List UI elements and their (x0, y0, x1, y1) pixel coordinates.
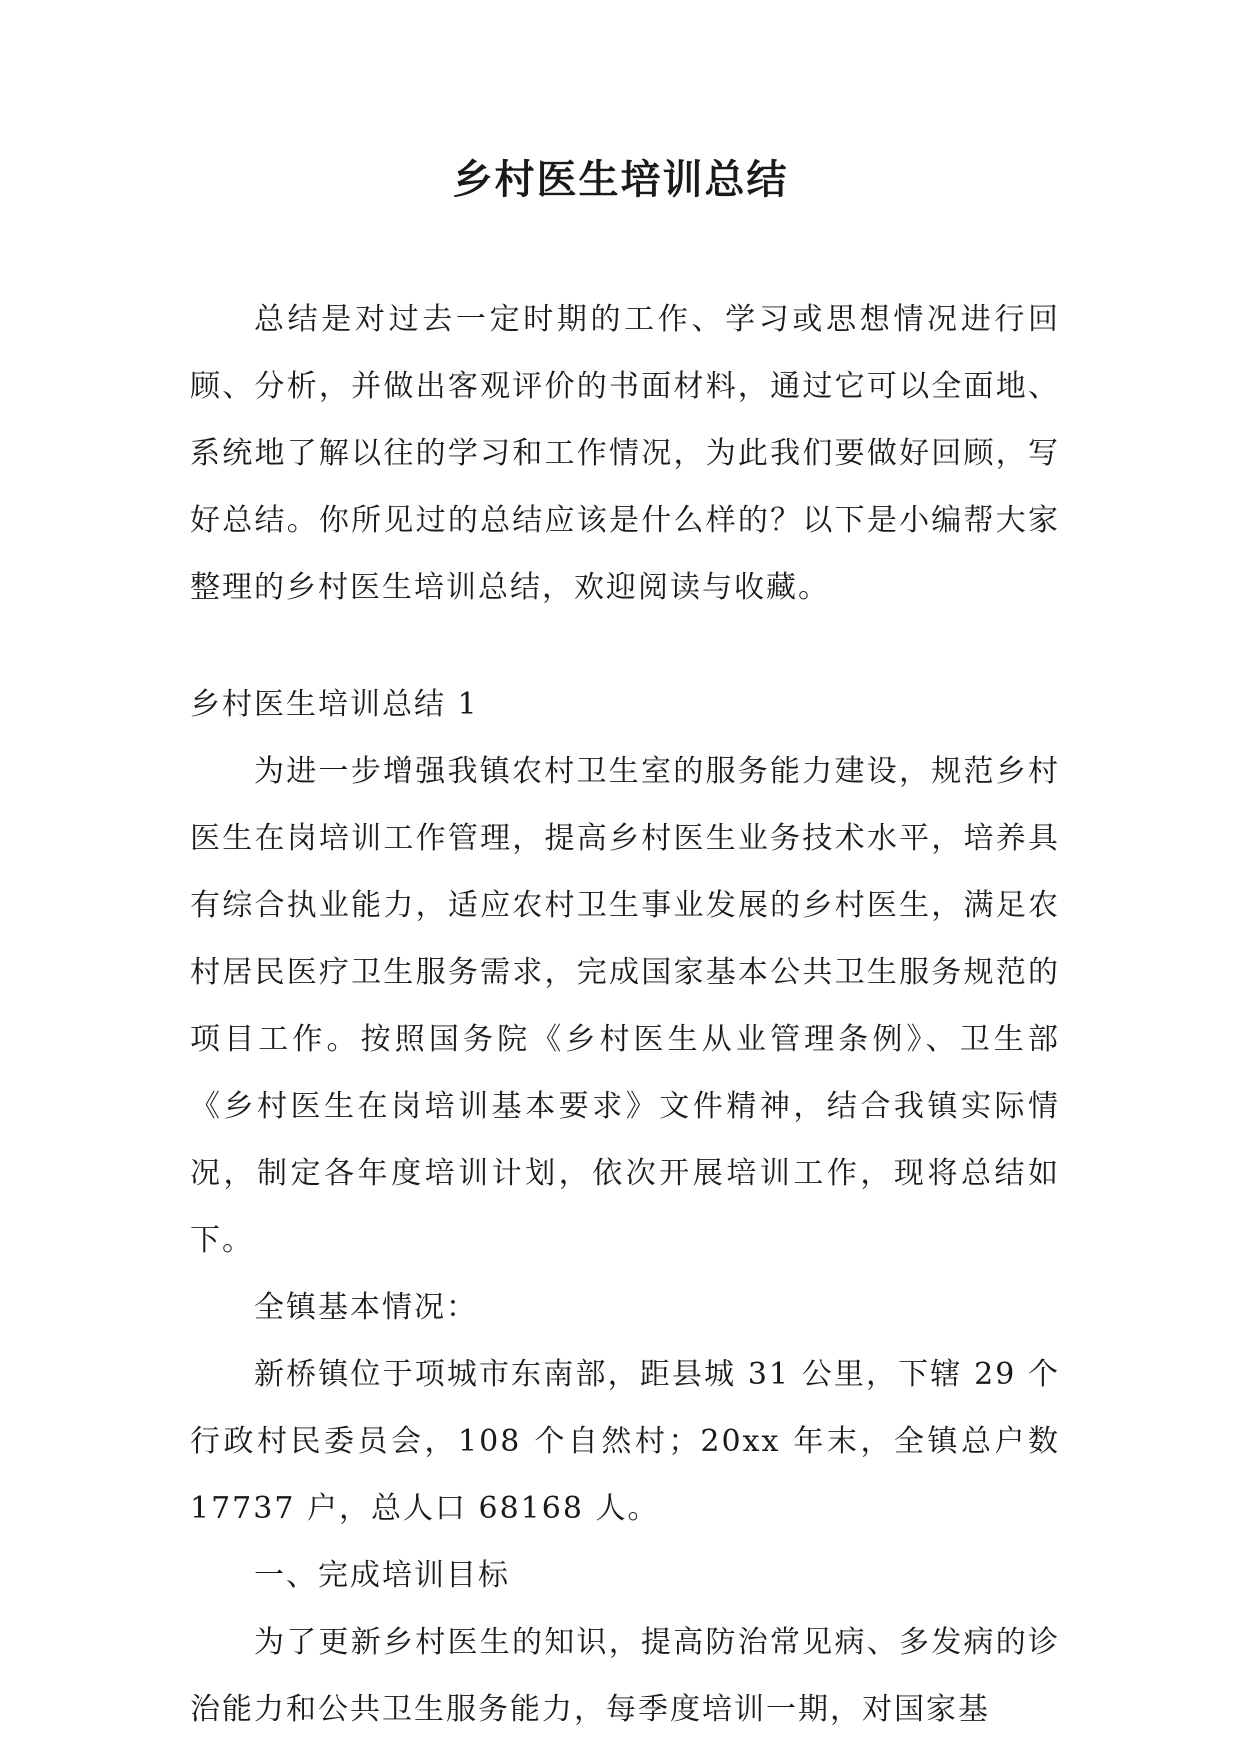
subheading-training-goal: 一、完成培训目标 (254, 1558, 510, 1593)
body-paragraph-town-info: 新桥镇位于项城市东南部，距县城 31 公里，下辖 29 个行政村民委员会，108 个自然村；20xx 年末，全镇总户数 17737 户，总人口 68168 人。 (190, 1357, 1060, 1526)
subheading-basic-info: 全镇基本情况： (254, 1290, 478, 1325)
body-paragraph: 为进一步增强我镇农村卫生室的服务能力建设，规范乡村医生在岗培训工作管理，提高乡村医生业务技术水平，培养具有综合执业能力，适应农村卫生事业发展的乡村医生，满足农村居民医疗卫生服务需求，完成国家基本公共卫生服务规范的项目工作。按照国务院《乡村医生从业管理条例》、卫生部《乡村医生在岗培训基本要求》文件精神，结合我镇实际情况，制定各年度培训计划，依次开展培训工作，现将总结如下。 (190, 754, 1060, 1258)
document-title: 乡村医生培训总结 (452, 157, 789, 203)
body-paragraph-training: 为了更新乡村医生的知识，提高防治常见病、多发病的诊治能力和公共卫生服务能力，每季度培训一期，对国家基 (190, 1625, 1060, 1727)
document-body (190, 286, 1060, 1743)
intro-paragraph: 总结是对过去一定时期的工作、学习或思想情况进行回顾、分析，并做出客观评价的书面材料，通过它可以全面地、系统地了解以往的学习和工作情况，为此我们要做好回顾，写好总结。你所见过的总结应该是什么样的？以下是小编帮大家整理的乡村医生培训总结，欢迎阅读与收藏。 (190, 302, 1060, 605)
section-heading: 乡村医生培训总结 1 (190, 687, 479, 722)
